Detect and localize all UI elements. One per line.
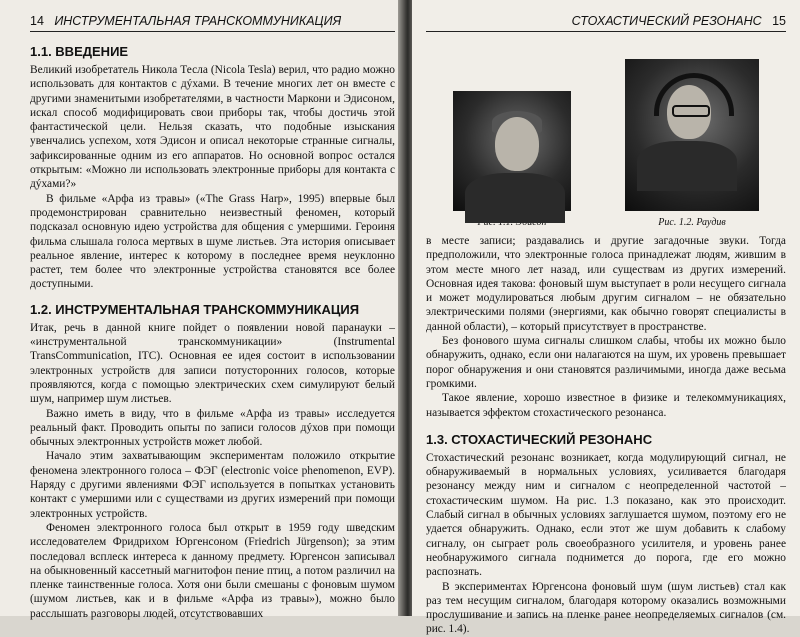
right-page-header [572,14,786,28]
left-page-number: 14 [30,14,44,28]
paragraph: Без фонового шума сигналы слишком слабы, чтобы их можно было обнаружить, однако, если они налагаются на шум, их уровень превышает порог обнаружения и они становятся различимыми, иногда даже весьма громкими. [426,335,786,390]
section-heading-itc: 1.2. ИНСТРУМЕНТАЛЬНАЯ ТРАНСКОММУНИКАЦИЯ [30,301,360,317]
raudive-photo [625,59,759,211]
paragraph: Итак, речь в данной книге пойдет о появлении новой паранауки – «инструментальной транскоммуникации» (Instrumental TransCommunication, ITC). Основная ее идея состоит в использовании электронных устройств для записи потусторонних голосов, которые проявляются, когда с помощью электрических схем симулируют белый шум, например шум листьев. [30,321,395,406]
left-running-head [30,14,395,32]
right-page-number: 15 [772,14,786,28]
paragraph: в месте записи; раздавались и другие загадочные звуки. Тогда предположили, что электронные голоса принадлежат людям, жившим в этом месте много лет назад, или существам из других измерений. Основная идея такова: фоновый шум выступает в роли несущего сигнала и может модулироваться любым другим сигналом – не обязательно электрическими полями (энергиями, как обычно говорят специалисты в данной области), – который присутствует в пространстве. [426,235,786,333]
right-running-title: СТОХАСТИЧЕСКИЙ РЕЗОНАНС [571,14,762,28]
right-running-head [426,14,786,32]
section-heading-stochastic: 1.3. СТОХАСТИЧЕСКИЙ РЕЗОНАНС [426,431,653,447]
paragraph: Начало этим захватывающим экспериментам положило открытие феномена электронного голоса – ФЭГ (electronic voice phenomenon, EVP). Наряду с другими явлениями ФЭГ используется в попытках установить контакт с умершими или с существами из других измерений при помощи электронных устройств. [30,450,395,520]
figure-edison [453,91,571,228]
figure-raudive [625,59,759,228]
paragraph: Важно иметь в виду, что в фильме «Арфа из травы» исследуется реальный факт. Проводить опыты по записи голосов дýхов при помощи обычных электронных устройств может любой. [30,407,395,449]
paragraph: Великий изобретатель Никола Тесла (Nicola Tesla) верил, что радио можно использовать для контактов с дýхами. В течение многих лет он вместе с другими знаменитыми изобретателями, в частности Маркони и Эдисоном, искал способ модифицировать свои приборы так, чтобы достичь этой фантастической цели. Нельзя сказать, что подобные изыскания увенчались успехом, хотя Эдисон и описал некоторые странные сигналы, зафиксированные одним из его аппаратов. Но основной вопрос остался открытым: «Можно ли использовать электронные приборы для контакта с дýхами?» [30,64,395,191]
section-heading-intro: 1.1. ВВЕДЕНИЕ [30,44,129,59]
figures-row [426,52,786,228]
paragraph: В фильме «Арфа из травы» («The Grass Harp», 1995) впервые был продемонстрирован сравнительно неизвестный феномен, который подсказал основную идею устройства для общения с умершими. Героиня фильма слышала голоса мертвых в шуме листьев. Эта история описывает реальное явление, интерес к которому в последнее время неуклонно растет, тем более что электронные устройства становятся все более доступными. [30,192,395,291]
left-page [0,0,405,620]
edison-photo [453,91,571,211]
paragraph: Феномен электронного голоса был открыт в 1959 году шведским исследователем Фридрихом Юргенсоном (Friedrich Jürgenson); за этим последовал всплеск интереса к данному предмету. Юргенсон записывал на обыкновенный кассетный магнитофон пение птиц, а потом различил на пленке таинственные голоса. Хотя они были смешаны с фоновым шумом (шумом листьев, как и в фильме «Арфа из травы»), можно было расслышать разговоры людей, отсутствовавших [30,521,395,620]
left-page-header [30,14,341,28]
figure-caption: Рис. 1.2. Раудив [658,217,726,228]
paragraph: Такое явление, хорошо известное в физике и телекоммуникациях, называется эффектом стохастического резонанса. [426,392,786,419]
paragraph: В экспериментах Юргенсона фоновый шум (шум листьев) стал как раз тем несущим сигналом, благодаря которому оказались возможными прослушивание и запись на пленке ранее неопределяемых сигналов (см. рис. 1.4). [426,580,786,636]
left-running-title: ИНСТРУМЕНТАЛЬНАЯ ТРАНСКОММУНИКАЦИЯ [54,14,342,28]
paragraph: Стохастический резонанс возникает, когда модулирующий сигнал, не обнаруживаемый в нормальных условиях, усиливается благодаря резонансу между ним и сигналом с неопределенной частотой – стохастическим шумом. На рис. 1.3 показано, как это происходит. Слабый сигнал в обычных условиях заглушается шумом, поэтому его не удается обнаружить. Однако, если этот же шум добавить к слабому сигналу, он сыграет роль своеобразного усилителя, и уровень ранее необнаружимого сигнала поднимется до порога, где его можно распознать. [426,451,786,579]
right-page [412,0,800,636]
